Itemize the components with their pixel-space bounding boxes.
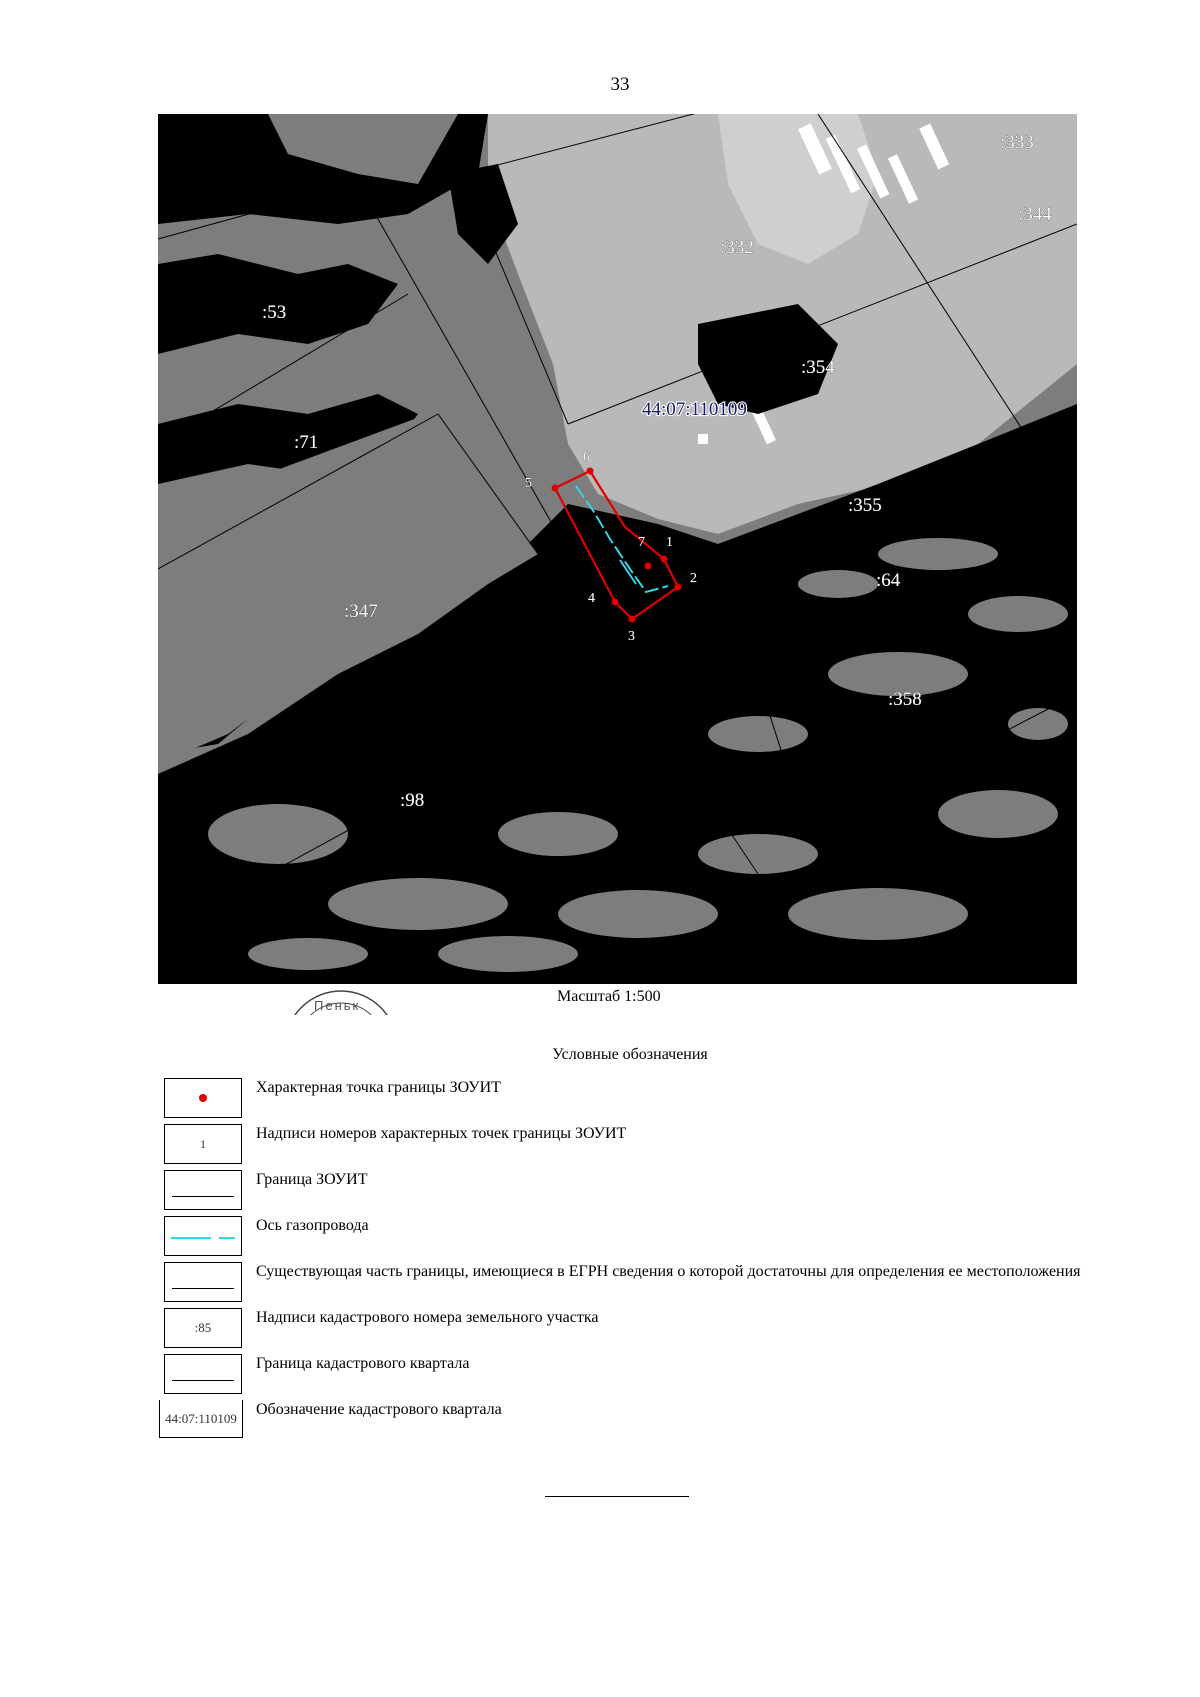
point-label-3: 3 — [628, 629, 635, 644]
legend-text: Граница ЗОУИТ — [256, 1171, 368, 1188]
legend-text: Обозначение кадастрового квартала — [256, 1401, 502, 1418]
legend-text: Характерная точка границы ЗОУИТ — [256, 1079, 501, 1096]
legend-text: Граница кадастрового квартала — [256, 1355, 470, 1372]
legend-symbol-dashed-cyan — [164, 1216, 242, 1256]
map-canvas — [158, 114, 1077, 984]
parcel-label-332: :332 — [720, 237, 754, 258]
legend-symbol-line — [164, 1262, 242, 1302]
point-label-2: 2 — [690, 571, 697, 586]
parcel-label-98: :98 — [400, 790, 425, 811]
legend-symbol-quarter-code: 44:07:110109 — [159, 1400, 243, 1438]
legend-symbol-point-number: 1 — [164, 1124, 242, 1164]
parcel-label-347: :347 — [344, 601, 378, 622]
parcel-label-64: :64 — [876, 570, 901, 591]
parcel-label-71: :71 — [294, 432, 319, 453]
end-rule — [545, 1496, 689, 1497]
parcel-label-344: :344 — [1018, 204, 1052, 225]
legend-text: Надписи кадастрового номера земельного участка — [256, 1309, 599, 1326]
legend-symbol-red-dot — [164, 1078, 242, 1118]
parcel-label-355: :355 — [848, 495, 882, 516]
parcel-label-333: :333 — [1000, 132, 1034, 153]
point-label-6: 6 — [583, 450, 590, 465]
page-number: 33 — [610, 74, 630, 95]
parcel-label-53: :53 — [262, 302, 287, 323]
seal-stamp — [276, 987, 406, 1015]
legend-symbol-line — [164, 1354, 242, 1394]
legend-text: Надписи номеров характерных точек границы ЗОУИТ — [256, 1125, 627, 1142]
legend-text: Существующая часть границы, имеющиеся в ЕГРН сведения о которой достаточны для определения ее местоположения — [256, 1263, 1081, 1280]
red-dot-icon — [199, 1094, 207, 1102]
point-label-7: 7 — [638, 535, 645, 550]
legend-symbol-parcel-number: :85 — [164, 1308, 242, 1348]
point-label-5: 5 — [525, 476, 532, 491]
parcel-label-354: :354 — [801, 357, 835, 378]
point-label-4: 4 — [588, 591, 595, 606]
map-scale: Масштаб 1:500 — [557, 988, 661, 1005]
cadastral-map — [158, 114, 1077, 984]
svg-text:Пеньк: Пеньк — [314, 998, 361, 1013]
legend-symbol-line — [164, 1170, 242, 1210]
parcel-label-358: :358 — [888, 689, 922, 710]
legend-title: Условные обозначения — [552, 1046, 708, 1063]
legend-text: Ось газопровода — [256, 1217, 369, 1234]
quarter-label: 44:07:110109 — [642, 399, 747, 420]
point-label-1: 1 — [666, 535, 673, 550]
